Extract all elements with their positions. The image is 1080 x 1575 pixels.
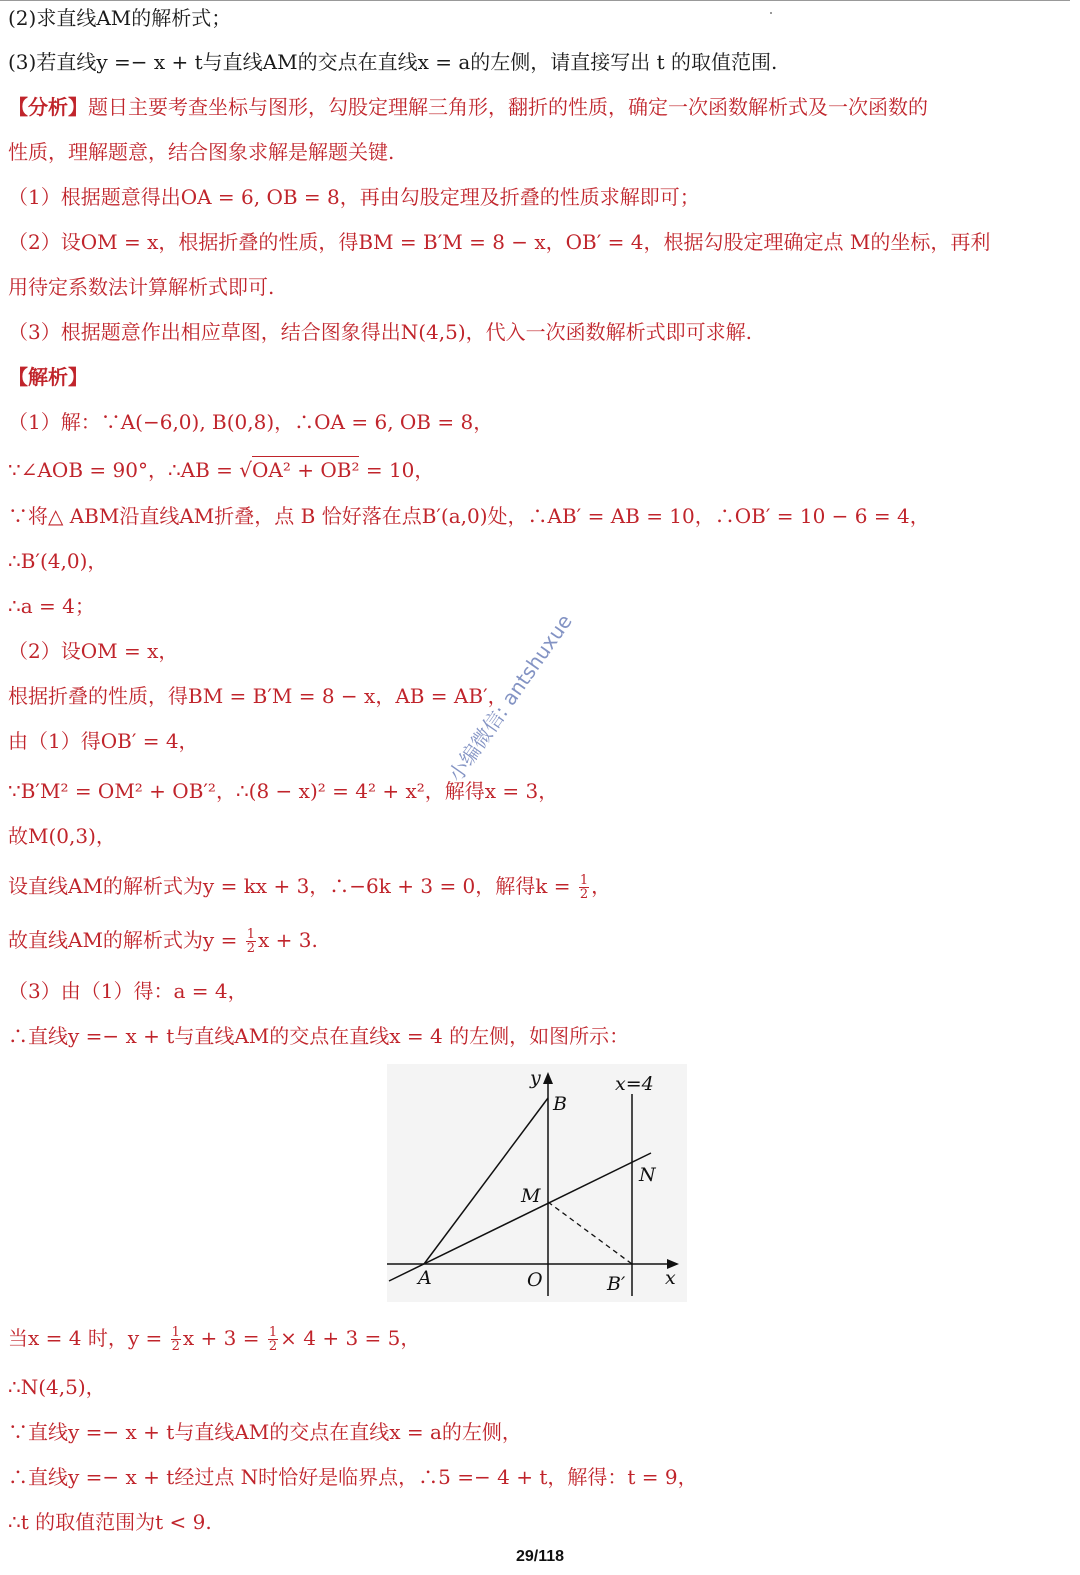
slope-end: ， — [591, 874, 612, 898]
page-number: 29/118 — [515, 1548, 565, 1565]
fraction-denominator: 2 — [171, 1339, 180, 1354]
solution-line-5: ∴a = 4； — [8, 594, 95, 618]
solution-line-7: 根据折叠的性质，得BM = B′M = 8 − x，AB = AB′， — [8, 684, 508, 708]
dashed-mb-prime — [548, 1202, 632, 1264]
solution-line-18: ∴直线y =− x + t经过点 N时恰好是临界点，∴5 =− 4 + t，解得：t = 9， — [8, 1465, 698, 1489]
sqrt-radicand: OA² + OB² — [252, 458, 360, 482]
solution-line-17: ∵直线y =− x + t与直线AM的交点在直线x = a的左侧， — [8, 1420, 522, 1444]
solution-line-11 — [8, 872, 611, 901]
pythagoras-prefix: ∵∠AOB = 90°，∴AB = — [8, 458, 240, 482]
analysis-step-1: （1）根据题意得出OA = 6, OB = 8，再由勾股定理及折叠的性质求解即可； — [8, 185, 700, 209]
fraction-denominator: 2 — [268, 1339, 278, 1354]
solution-line-19: ∴t 的取值范围为t < 9. — [8, 1510, 212, 1534]
solution-line-8: 由（1）得OB′ = 4， — [8, 729, 199, 753]
solution-line-15 — [8, 1324, 420, 1353]
analysis-intro-1 — [8, 93, 928, 121]
solution-line-13: （3）由（1）得：a = 4， — [8, 979, 248, 1003]
label-y: y — [530, 1067, 541, 1089]
solution-line-1: （1）解：∵A(−6,0), B(0,8)，∴OA = 6, OB = 8， — [8, 410, 494, 434]
solution-line-6: （2）设OM = x， — [8, 639, 179, 663]
y-axis-arrow-icon — [543, 1072, 553, 1084]
fraction-denominator: 2 — [579, 887, 589, 902]
analysis-intro-2: 性质，理解题意，结合图象求解是解题关键. — [8, 140, 395, 164]
fraction-half — [579, 874, 589, 901]
question-3: (3)若直线y =− x + t与直线AM的交点在直线x = a的左侧，请直接写出 t 的取值范围. — [8, 50, 778, 74]
analysis-intro-text: 题日主要考查坐标与图形，勾股定理解三角形，翻折的性质，确定一次函数解析式及一次函数的 — [88, 95, 928, 119]
fraction-numerator: 1 — [579, 873, 589, 888]
analysis-step-2b: 用待定系数法计算解析式即可. — [8, 275, 275, 299]
fraction-numerator: 1 — [171, 1325, 180, 1340]
label-x: x — [665, 1267, 676, 1289]
evaluation-result: × 4 + 3 = 5， — [280, 1326, 421, 1350]
solution-line-14: ∴直线y =− x + t与直线AM的交点在直线x = 4 的左侧，如图所示： — [8, 1024, 630, 1048]
watermark: 小编微信: antshuxue — [443, 609, 577, 787]
evaluation-prefix: 当x = 4 时，y = — [8, 1326, 169, 1350]
question-2: (2)求直线AM的解析式； — [8, 6, 232, 30]
fraction-denominator: 2 — [246, 941, 255, 956]
label-m: M — [521, 1185, 541, 1207]
solution-line-3: ∵将△ ABM沿直线AM折叠，点 B 恰好落在点B′(a,0)处，∴AB′ = AB = 10，∴OB′ = 10 − 6 = 4， — [8, 504, 930, 528]
pythagoras-result: = 10， — [359, 458, 435, 482]
analysis-step-3: （3）根据题意作出相应草图，结合图象得出N(4,5)，代入一次函数解析式即可求解. — [8, 320, 752, 344]
analysis-tag: 【分析】 — [8, 95, 88, 119]
am-expression-suffix: x + 3. — [257, 928, 318, 952]
solution-tag: 【解析】 — [8, 365, 88, 389]
fraction-half — [171, 1326, 181, 1353]
label-b: B — [553, 1093, 567, 1115]
fraction-half — [246, 928, 256, 955]
evaluation-middle: x + 3 = — [182, 1326, 266, 1350]
label-o: O — [527, 1269, 543, 1291]
fraction-numerator: 1 — [268, 1325, 278, 1340]
solution-line-4: ∴B′(4,0)， — [8, 549, 108, 573]
slope-equation: 设直线AM的解析式为y = kx + 3，∴−6k + 3 = 0，解得k = — [8, 874, 577, 898]
coordinate-figure — [387, 1064, 687, 1302]
line-am — [389, 1153, 651, 1281]
fraction-numerator: 1 — [246, 927, 255, 942]
solution-line-10: 故M(0,3)， — [8, 824, 116, 848]
solution-line-12 — [8, 926, 318, 955]
solution-line-9: ∵B′M² = OM² + OB′²，∴(8 − x)² = 4² + x²，解得x = 3， — [8, 779, 559, 803]
analysis-step-2a: （2）设OM = x，根据折叠的性质，得BM = B′M = 8 − x，OB′ = 4，根据勾股定理确定点 M的坐标，再利 — [8, 230, 991, 254]
segment-ab — [424, 1098, 548, 1264]
label-a: A — [418, 1267, 432, 1289]
am-expression-prefix: 故直线AM的解析式为y = — [8, 928, 244, 952]
solution-line-2 — [8, 456, 434, 484]
label-n: N — [639, 1164, 656, 1186]
top-rule — [0, 0, 1070, 1]
solution-line-16: ∴N(4,5)， — [8, 1375, 106, 1399]
sqrt-sign: √ — [239, 458, 253, 482]
label-x4: x=4 — [615, 1073, 654, 1095]
speck — [770, 12, 772, 14]
fraction-half — [268, 1326, 278, 1353]
label-b-prime: B′ — [607, 1273, 626, 1295]
